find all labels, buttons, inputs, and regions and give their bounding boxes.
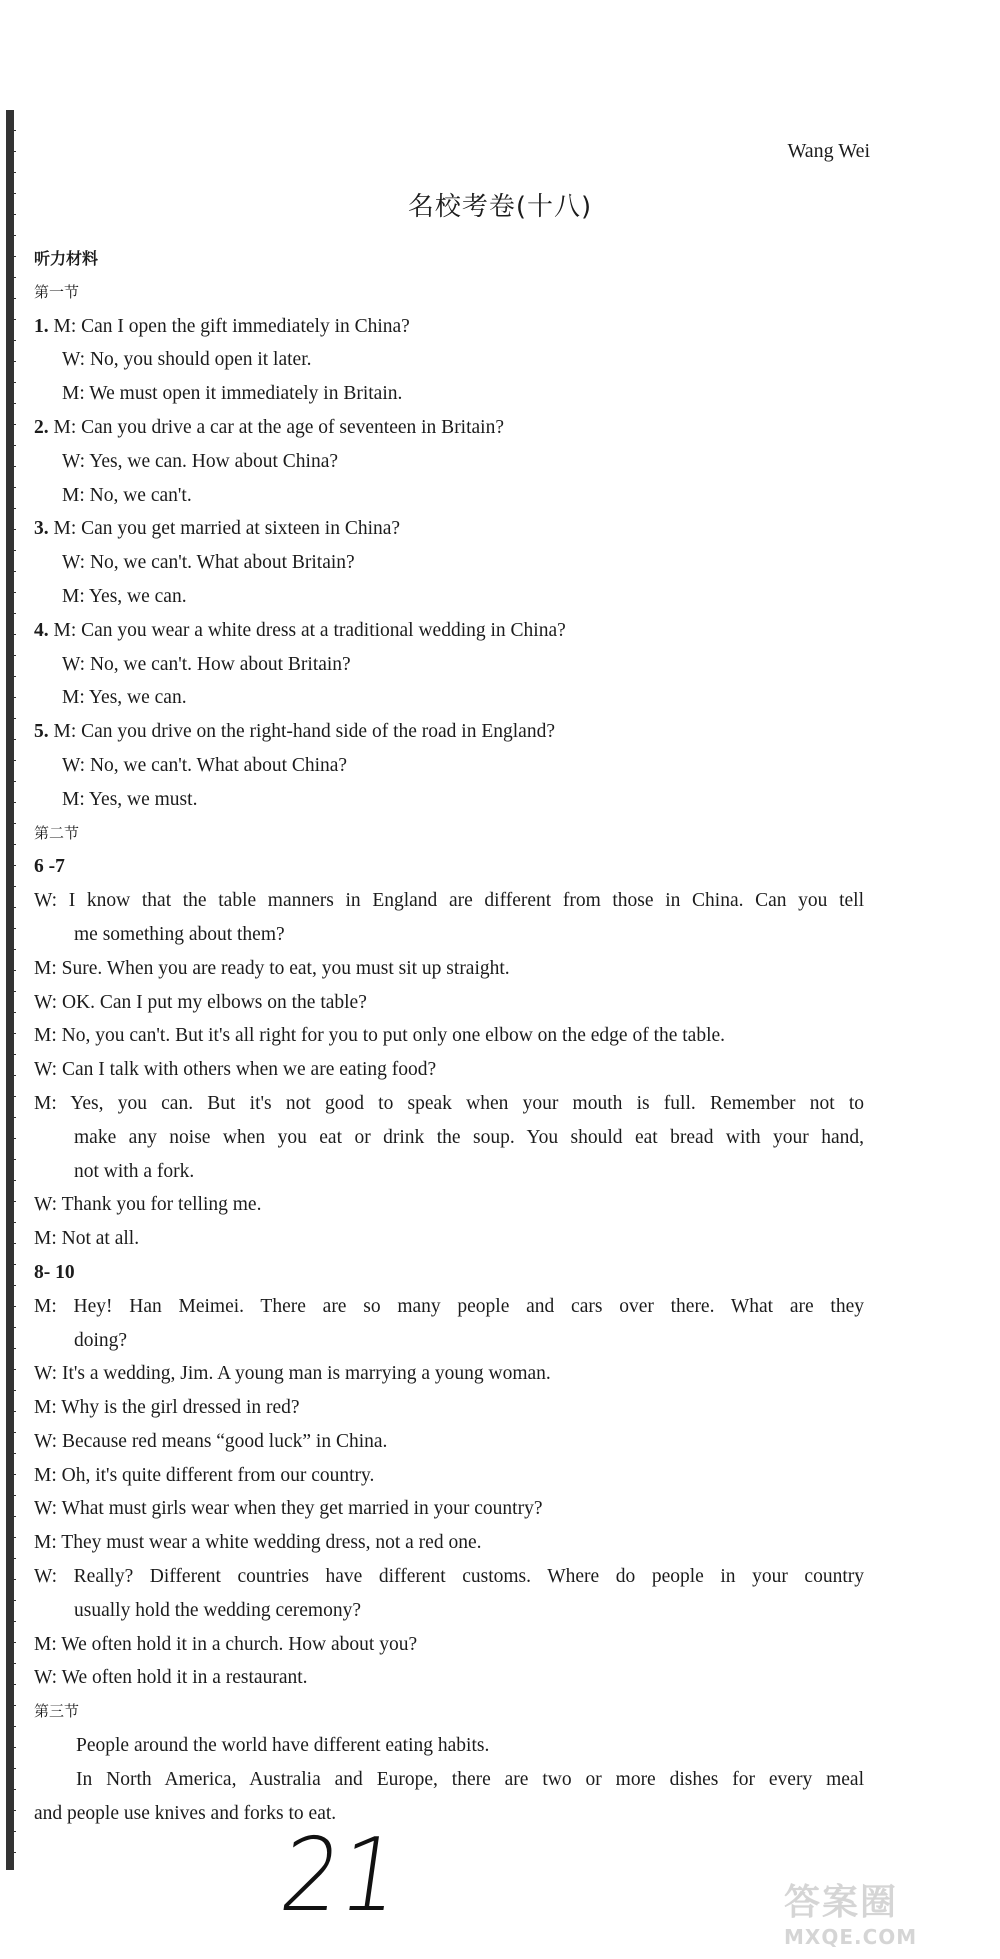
part1-item-1	[34, 310, 864, 411]
dialog-line: M: They must wear a white wedding dress, not a red one.	[34, 1532, 482, 1554]
dialog-line: M: No, you can't. But it's all right for you to put only one elbow on the edge of the table.	[34, 1025, 726, 1047]
dialog-line: W: Yes, we can. How about China?	[62, 450, 339, 472]
dialog-line: usually hold the wedding ceremony?	[74, 1599, 362, 1621]
item-number: 1.	[34, 315, 49, 337]
dialog1-range: 6 -7	[34, 856, 65, 878]
dialog2-range: 8- 10	[34, 1261, 75, 1283]
dialog-line: M: Sure. When you are ready to eat, you must sit up straight.	[34, 957, 510, 979]
dialog-line: W: What must girls wear when they get married in your country?	[34, 1498, 543, 1520]
passage-line: People around the world have different eating habits.	[76, 1735, 490, 1757]
dialog-line: M: Why is the girl dressed in red?	[34, 1397, 300, 1419]
watermark-text: 答案圈	[784, 1882, 899, 1923]
section-heading: 听力材料	[34, 249, 99, 268]
dialog-line: W: No, you should open it later.	[62, 349, 312, 371]
item-number: 3.	[34, 518, 49, 540]
dialog-line: M: Hey! Han Meimei. There are so many people and cars over there. What are they	[34, 1295, 864, 1317]
passage-line: and people use knives and forks to eat.	[34, 1802, 337, 1824]
dialog-line: M: Not at all.	[34, 1228, 140, 1250]
dialog-line: M: We must open it immediately in Britain.	[62, 383, 403, 405]
dialog-line: W: No, we can't. What about China?	[62, 754, 348, 776]
dialog-line: W: Thank you for telling me.	[34, 1194, 262, 1216]
author-name: Wang Wei	[787, 140, 870, 162]
dialog-line: W: No, we can't. What about Britain?	[62, 552, 355, 574]
handwritten-page-number: 21	[273, 1816, 408, 1935]
dialog-line: W: No, we can't. How about Britain?	[62, 653, 351, 675]
item-number: 5.	[34, 721, 49, 743]
passage-line: In North America, Australia and Europe, there are two or more dishes for every meal	[76, 1768, 864, 1790]
binding-ticks	[6, 110, 16, 1870]
dialog-line: me something about them?	[74, 923, 285, 945]
dialog-line: make any noise when you eat or drink the soup. You should eat bread with your hand,	[74, 1126, 864, 1148]
dialog-line: M: Can you drive on the right-hand side of the road in England?	[53, 721, 555, 743]
dialog-line: M: Yes, we can.	[62, 585, 187, 607]
part1-item-2	[34, 411, 864, 512]
dialog-line: W: Can I talk with others when we are eating food?	[34, 1059, 437, 1081]
part2-label: 第二节	[34, 823, 80, 842]
dialog-line: W: We often hold it in a restaurant.	[34, 1667, 308, 1689]
dialog-line: M: Yes, you can. But it's not good to speak when your mouth is full. Remember not to	[34, 1092, 864, 1114]
dialog-line: M: Can you wear a white dress at a traditional wedding in China?	[53, 619, 566, 641]
dialog-line: not with a fork.	[74, 1160, 195, 1182]
page-title: 名校考卷(十八)	[407, 192, 593, 222]
listening-material	[34, 242, 864, 1830]
dialog-line: M: We often hold it in a church. How about you?	[34, 1633, 418, 1655]
dialog-line: W: Because red means “good luck” in China.	[34, 1430, 388, 1452]
dialog-line: W: It's a wedding, Jim. A young man is marrying a young woman.	[34, 1363, 551, 1385]
item-number: 2.	[34, 416, 49, 438]
dialog-line: doing?	[74, 1329, 128, 1351]
part3-label: 第三节	[34, 1702, 80, 1721]
watermark-logo	[784, 1874, 984, 1948]
dialog-line: M: No, we can't.	[62, 484, 192, 506]
watermark-url: MXQE.COM	[784, 1925, 918, 1949]
dialog-line: M: Yes, we must.	[62, 788, 198, 810]
dialog-line: M: Yes, we can.	[62, 687, 187, 709]
part1-item-3	[34, 512, 864, 613]
dialog-line: M: Can you drive a car at the age of seventeen in Britain?	[53, 416, 504, 438]
dialog-line: W: OK. Can I put my elbows on the table?	[34, 991, 367, 1013]
dialog-line: W: I know that the table manners in England are different from those in China. Can you tell	[34, 890, 864, 912]
part1-item-4	[34, 614, 864, 715]
dialog-line: W: Really? Different countries have different customs. Where do people in your country	[34, 1566, 864, 1588]
dialog-line: M: Can you get married at sixteen in China?	[53, 518, 401, 540]
part1-item-5	[34, 715, 864, 816]
dialog-line: M: Can I open the gift immediately in China?	[53, 315, 410, 337]
item-number: 4.	[34, 619, 49, 641]
part1-label: 第一节	[34, 282, 80, 301]
dialog-line: M: Oh, it's quite different from our country.	[34, 1464, 375, 1486]
